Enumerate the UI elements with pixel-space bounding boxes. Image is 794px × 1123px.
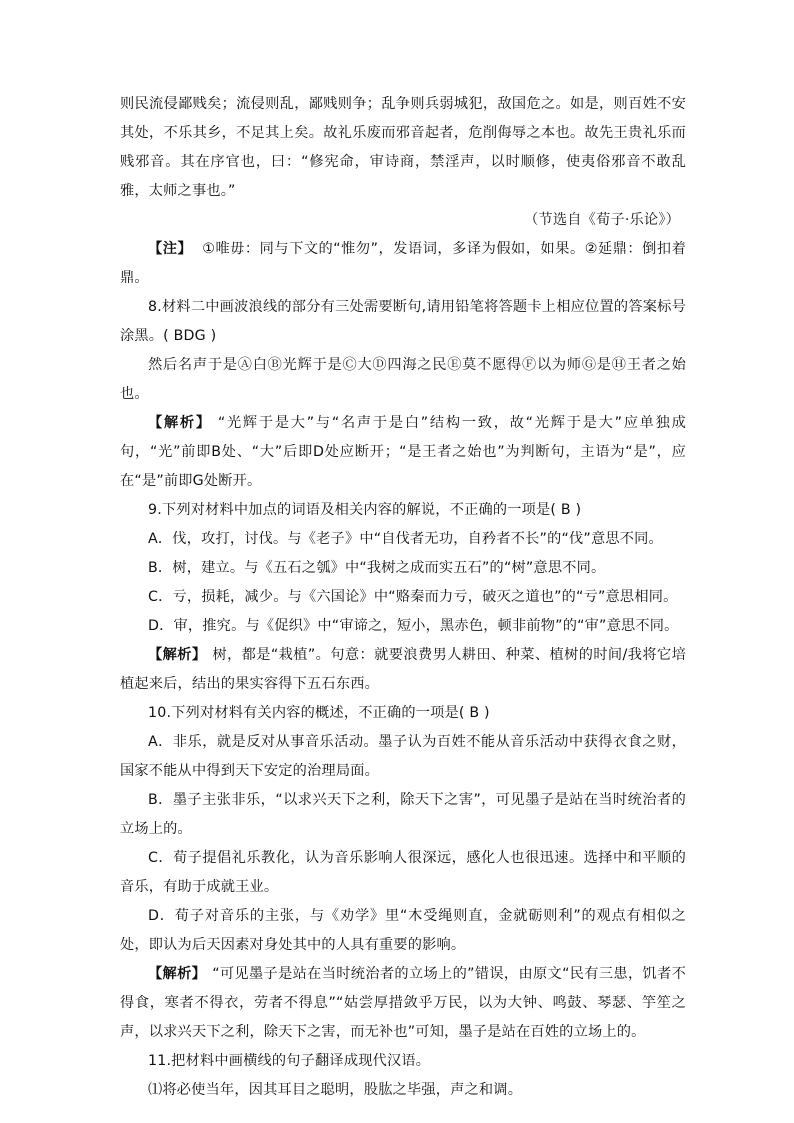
question-9: 9.下列对材料中加点的词语及相关内容的解说，不正确的一项是( B ) [148, 502, 582, 518]
analysis-tag: 【解析】 [148, 647, 207, 663]
analysis-tag: 【解析】 [148, 415, 212, 431]
note-tag: 【注】 [148, 241, 193, 257]
question-9-analysis [120, 641, 686, 699]
question-8-analysis [120, 409, 686, 496]
analysis-text: 树，都是“栽植”。句意：就要浪费男人耕田、种菜、植树的时间/我将它培植起来后，结出的果实容得下五石东西。 [120, 647, 686, 692]
question-10: 10.下列对材料有关内容的概述，不正确的一项是( B ) [148, 705, 490, 721]
question-8: 8.材料二中画波浪线的部分有三处需要断句,请用铅笔将答题卡上相应位置的答案标号涂黑。( BDG ) [120, 299, 686, 344]
question-10-option-c: C．荀子提倡礼乐教化，认为音乐影响人很深远，感化人也很迅速。选择中和平顺的音乐，有助于成就王业。 [120, 850, 686, 895]
question-10-option-b: B．墨子主张非乐，“以求兴天下之利，除天下之害”，可见墨子是站在当时统治者的立场上的。 [120, 792, 686, 837]
question-10-option-d: D．荀子对音乐的主张，与《劝学》里“木受绳则直，金就砺则利”的观点有相似之处，即认为后天因素对身处其中的人具有重要的影响。 [120, 908, 686, 953]
analysis-text: “光辉于是大”与“名声于是白”结构一致，故“光辉于是大”应单独成句，“光”前即B处、“大”后即D处应断开；“是王者之始也”为判断句，主语为“是”，应在“是”前即G处断开。 [120, 415, 686, 489]
question-10-option-a: A．非乐，就是反对从事音乐活动。墨子认为百姓不能从音乐活动中获得衣食之财，国家不能从中得到天下安定的治理局面。 [120, 734, 686, 779]
question-9-option-d: D．审，推究。与《促织》中“审谛之，短小，黑赤色，顿非前物”的“审”意思不同。 [148, 618, 679, 634]
question-11-item-1: ⑴将必使当年，因其耳目之聪明，股肱之毕强，声之和调。 [148, 1082, 523, 1098]
document-body [120, 90, 686, 1105]
analysis-text: “可见墨子是站在当时统治者的立场上的”错误，由原文“民有三患，饥者不得食，寒者不得衣，劳者不得息”“姑尝厚措敛乎万民，以为大钟、鸣鼓、琴瑟、竽笙之声，以求兴天下之利，除天下之害，而无补也”可知，墨子是站在百姓的立场上的。 [120, 966, 686, 1040]
passage-source: （节选自《荀子·乐论》） [524, 212, 680, 228]
question-9-option-a: A．伐，攻打，讨伐。与《老子》中“自伐者无功，自矜者不长”的“伐”意思不同。 [148, 531, 663, 547]
analysis-tag: 【解析】 [148, 966, 207, 982]
question-11: 11.把材料中画横线的句子翻译成现代汉语。 [148, 1053, 431, 1069]
passage-paragraph: 则民流侵鄙贱矣；流侵则乱，鄙贱则争；乱争则兵弱城犯，敌国危之。如是，则百姓不安其处，不乐其乡，不足其上矣。故礼乐废而邪音起者，危削侮辱之本也。故先王贵礼乐而贱邪音。其在序官也，曰：“修宪命，审诗商，禁淫声，以时顺修，使夷俗邪音不敢乱雅，太师之事也。” [120, 96, 686, 199]
note-text: ①唯毋：同与下文的“惟勿”，发语词，多译为假如，如果。②延鼎：倒扣着鼎。 [120, 241, 686, 286]
question-10-analysis [120, 960, 686, 1047]
question-8-sentence: 然后名声于是Ⓐ白Ⓑ光辉于是Ⓒ大Ⓓ四海之民Ⓔ莫不愿得Ⓕ以为师Ⓖ是Ⓗ王者之始也。 [120, 357, 686, 402]
question-9-option-c: C．亏，损耗，减少。与《六国论》中“赂秦而力亏，破灭之道也”的“亏”意思相同。 [148, 589, 678, 605]
note-paragraph [120, 235, 686, 293]
question-9-option-b: B．树，建立。与《五石之瓠》中“我树之成而实五石”的“树”意思不同。 [148, 560, 606, 576]
